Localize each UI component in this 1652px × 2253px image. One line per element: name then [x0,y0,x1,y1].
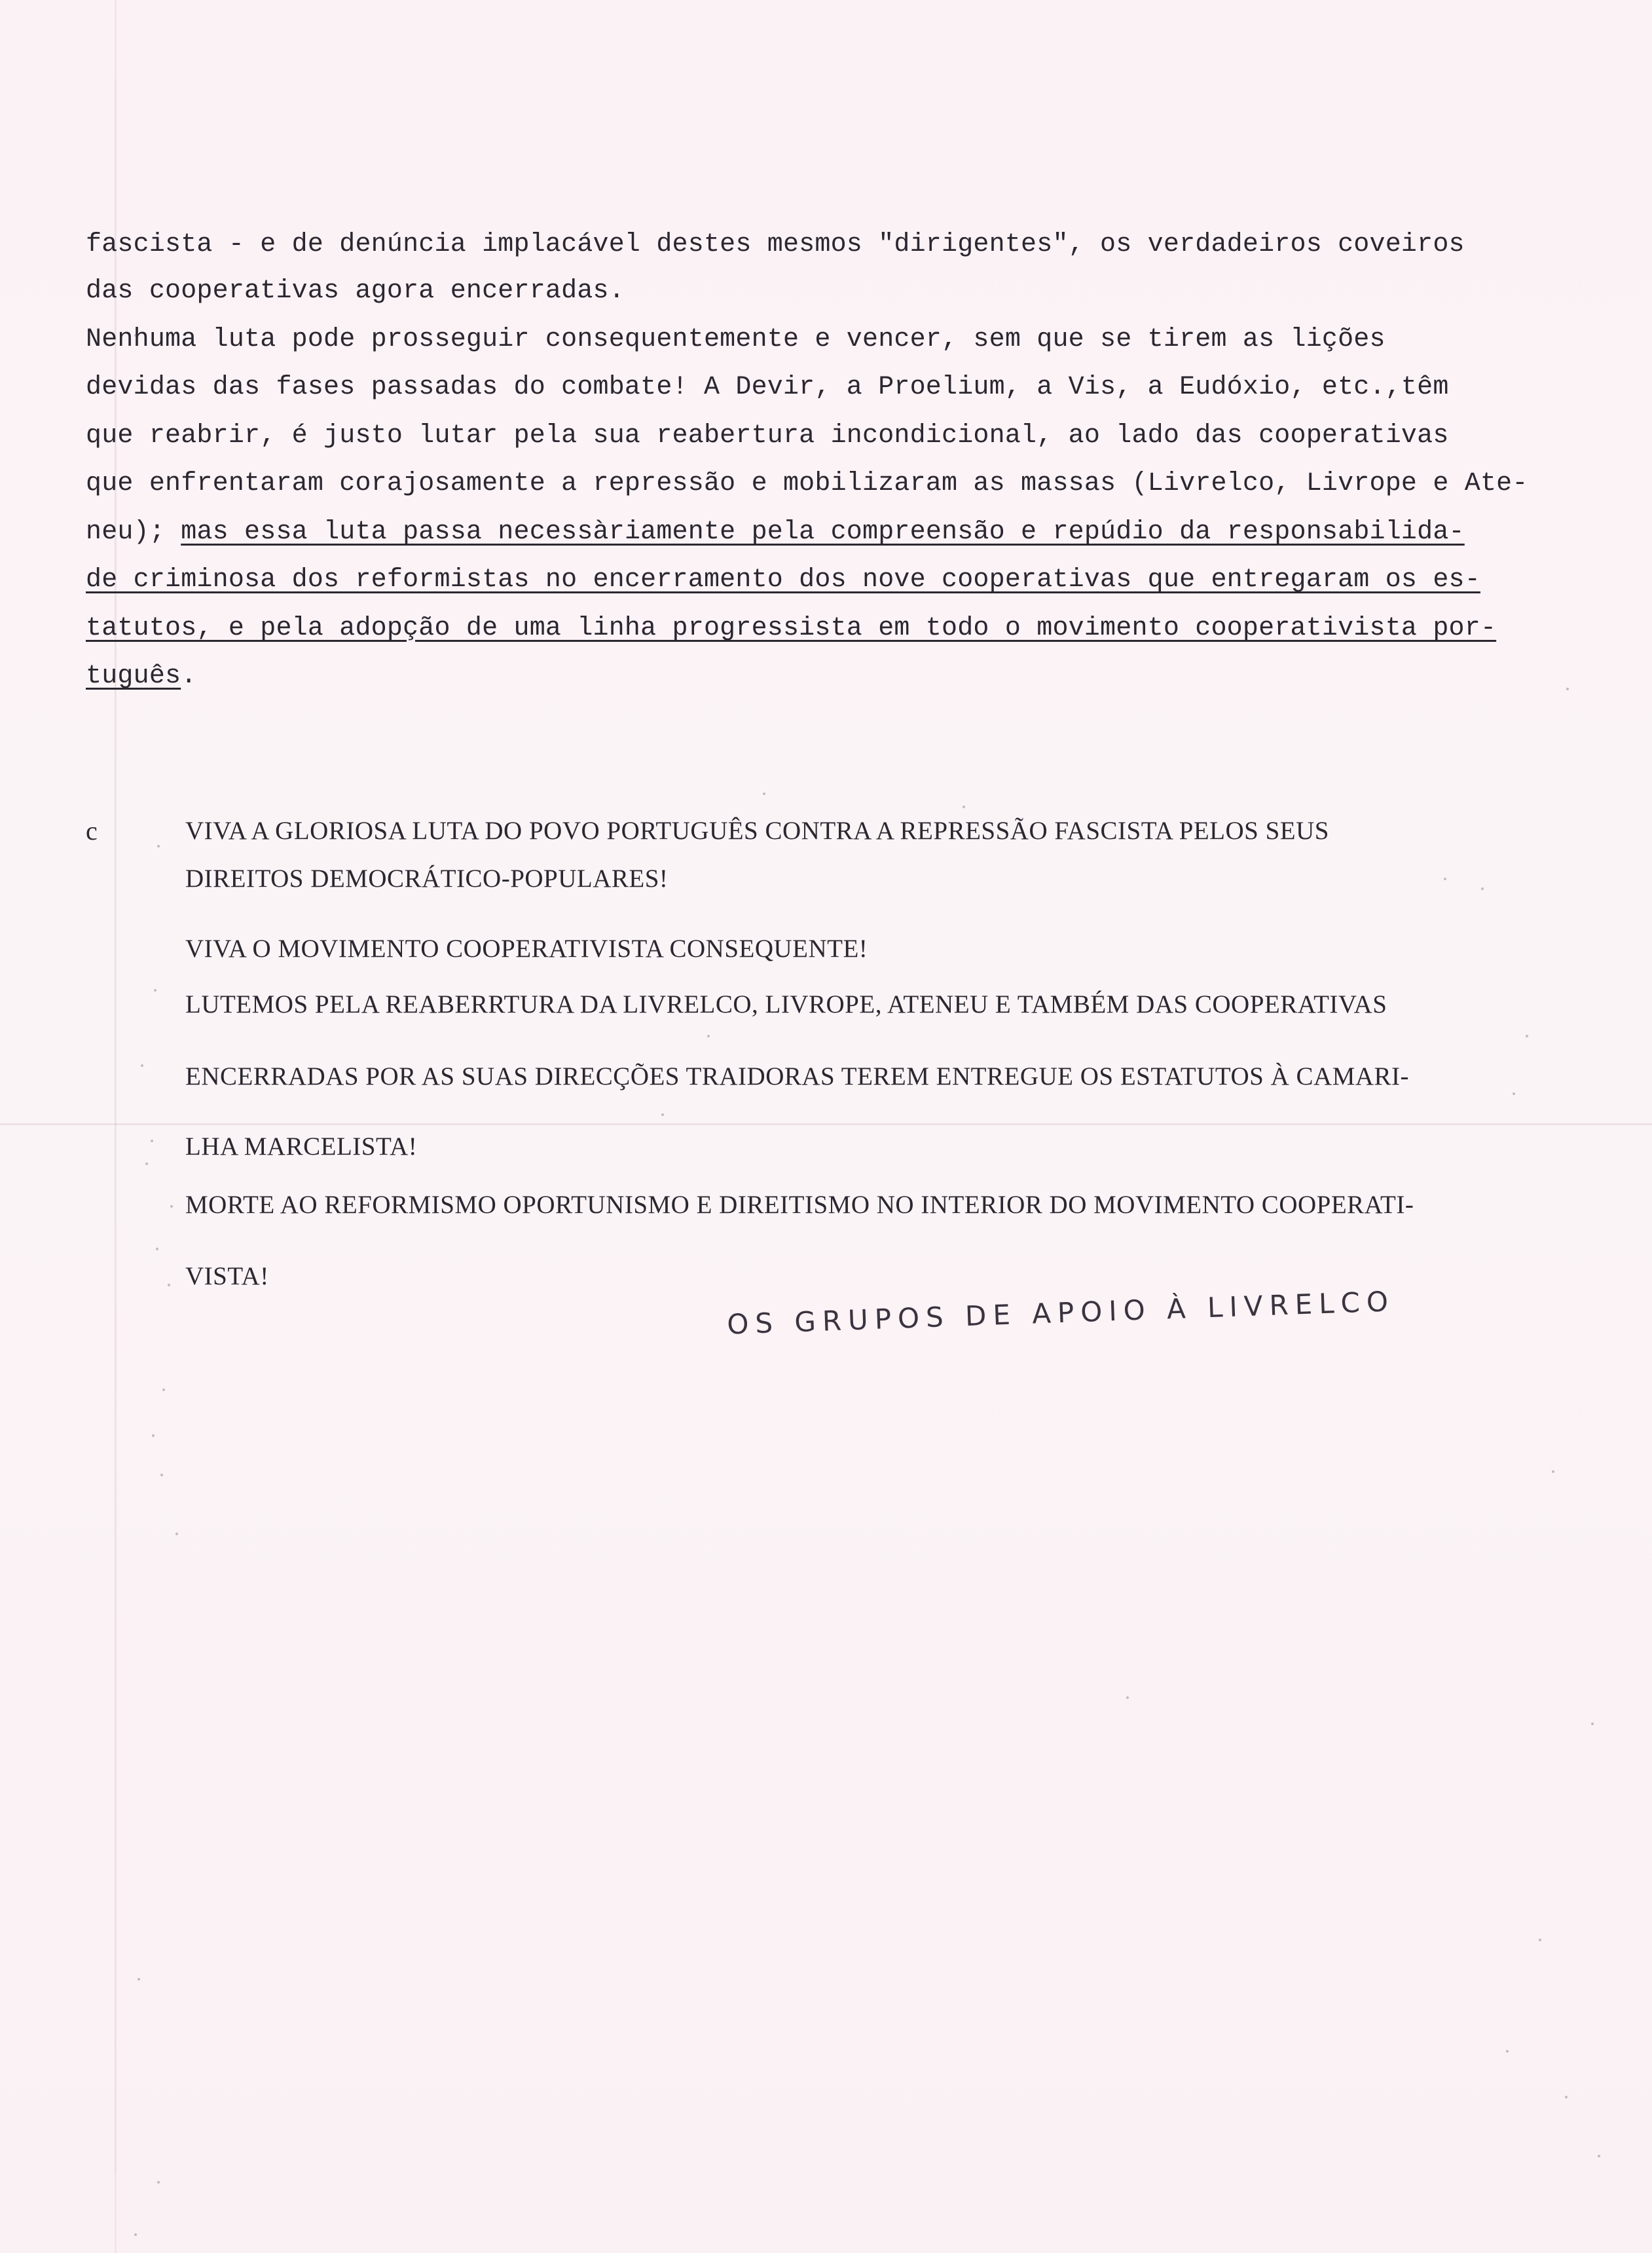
paper-speck [1552,1470,1554,1473]
paper-speck [1526,1035,1528,1037]
paper-speck [1513,1092,1515,1095]
paper-speck [151,1140,153,1142]
text-line [86,517,1465,548]
text-segment: das cooperativas agora encerradas. [86,276,625,306]
paper-speck [157,845,160,847]
slogan-line: VISTA! [185,1262,269,1290]
paper-speck [1506,2050,1509,2053]
paper-speck [1591,1722,1594,1725]
paper-speck [1539,1939,1541,1941]
paper-speck [138,1978,140,1981]
paper-speck [134,2233,137,2236]
paper-speck [160,1474,163,1476]
paper-speck [168,1284,170,1286]
handwritten-signature: OS GRUPOS DE APOIO À LIVRELCO [726,1285,1395,1341]
paper-speck [152,1434,155,1437]
paper-speck [154,989,156,992]
paper-fold-horizontal [0,1123,1652,1125]
paper-speck [145,1163,148,1165]
paper-speck [707,1035,710,1037]
paper-speck [162,1388,165,1391]
text-segment: que reabrir, é justo lutar pela sua reabertura incondicional, ao lado das cooperativas [86,421,1449,451]
underlined-text: mas essa luta passa necessàriamente pela compreensão e repúdio da responsabilida- [181,517,1465,547]
text-line [86,372,1449,403]
slogan-line: LUTEMOS PELA REABERRTURA DA LIVRELCO, LIVROPE, ATENEU E TAMBÉM DAS COOPERATIVAS [185,990,1387,1018]
paper-speck [156,1248,158,1250]
list-marker: c [86,816,98,846]
slogan-line: VIVA O MOVIMENTO COOPERATIVISTA CONSEQUENTE! [185,935,868,963]
paper-speck [1126,1696,1129,1699]
text-line [86,661,196,692]
paper-speck [157,2181,160,2184]
slogan-line: MORTE AO REFORMISMO OPORTUNISMO E DIREITISMO NO INTERIOR DO MOVIMENTO COOPERATI- [185,1191,1414,1219]
text-segment: devidas das fases passadas do combate! A Devir, a Proelium, a Vis, a Eudóxio, etc.,têm [86,373,1449,402]
slogan-line: DIREITOS DEMOCRÁTICO-POPULARES! [185,865,669,893]
text-segment: que enfrentaram corajosamente a repressão e mobilizaram as massas (Livrelco, Livrope e Ate- [86,469,1528,498]
paper-speck [141,1064,143,1067]
text-line [86,276,625,307]
text-line [86,613,1496,644]
paper-speck [1598,2155,1600,2157]
paper-speck [1566,688,1569,690]
paper-speck [1481,887,1484,890]
underlined-text: de criminosa dos reformistas no encerramento dos nove cooperativas que entregaram os es- [86,565,1480,595]
text-line [86,420,1449,452]
slogan-line: LHA MARCELISTA! [185,1132,418,1161]
text-segment: fascista - e de denúncia implacável destes mesmos "dirigentes", os verdadeiros coveiros [86,230,1465,259]
underlined-text: tuguês [86,661,181,691]
paper-speck [1444,878,1446,880]
text-line [86,324,1386,356]
paper-speck [134,334,137,337]
text-line [86,229,1465,261]
paper-speck [170,1205,173,1208]
text-line [86,565,1480,596]
paper-speck [175,1533,178,1535]
paper-speck [763,792,765,795]
underlined-text: tatutos, e pela adopção de uma linha progressista em todo o movimento cooperativista por- [86,614,1497,643]
paper-speck [963,806,965,808]
slogan-line: ENCERRADAS POR AS SUAS DIRECÇÕES TRAIDORAS TEREM ENTREGUE OS ESTATUTOS À CAMARI- [185,1062,1410,1090]
text-segment: neu); [86,517,181,547]
text-line [86,468,1528,500]
paper-speck [1565,2096,1568,2098]
paper-speck [661,1113,664,1116]
text-segment: Nenhuma luta pode prosseguir consequentemente e vencer, sem que se tirem as lições [86,325,1386,354]
slogan-line: VIVA A GLORIOSA LUTA DO POVO PORTUGUÊS CONTRA A REPRESSÃO FASCISTA PELOS SEUS [185,817,1329,845]
text-segment: . [181,661,197,691]
